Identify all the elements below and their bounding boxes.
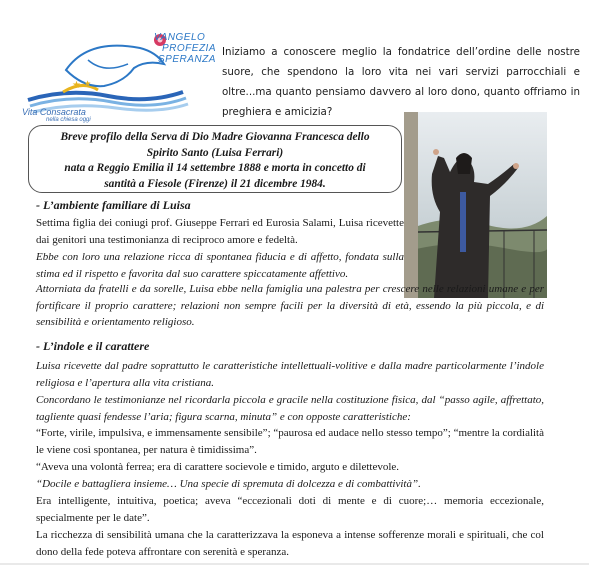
logo-text-chiesa: nella chiesa oggi (46, 117, 91, 123)
character-paragraph-2: Concordano le testimonianze nel ricordarla piccola e gracile nella costituzione fisica, dal “passo agile, affrettato, tagliente quasi fendesse l’aria; figura scarna, minuta” e con opposte caratteristiche: (36, 394, 544, 423)
logo-text-vita-consacrata: Vita Consacrata (22, 107, 86, 117)
svg-text:★: ★ (84, 79, 92, 88)
heading-line-2: Spirito Santo (Luisa Ferrari) (146, 146, 284, 159)
vangelo-profezia-speranza-logo (8, 30, 217, 130)
section-title-character: - L’indole e il carattere (36, 339, 150, 353)
intro-paragraph: Iniziamo a conoscere meglio la fondatrice dell’ordine delle nostre suore, che spendono la loro vita nei vari servizi parrocchiali e oltre...ma quanto pensiamo davvero al loro dono, quanto offriamo in preghiera e amicizia? (222, 46, 580, 118)
nun-photo (404, 112, 547, 298)
family-paragraph-2: Ebbe con loro una relazione ricca di spontanea fiducia e di affetto, fondata sulla stima ed il rispetto e favorita dal suo carattere spiccatamente affettivo. (36, 251, 404, 280)
heading-line-3: nata a Reggio Emilia il 14 settembre 1888 e morta in concetto di (64, 162, 366, 174)
character-paragraph-3: “Forte, virile, impulsiva, e immensamente sensibile”; “paurosa ed audace nello stesso tempo”; “mentre la cordialità le viene così spontanea, per natura è timidissima”. (36, 427, 544, 456)
logo-text-vangelo: VANGELO (154, 32, 206, 43)
family-paragraph-1: Settima figlia dei coniugi prof. Giuseppe Ferrari ed Eurosia Salami, Luisa ricevette dai genitori una testimonianza di reciproco amore e fedeltà. (36, 217, 404, 246)
logo-text-profezia: PROFEZIA (162, 43, 217, 54)
svg-text:★: ★ (72, 80, 81, 91)
character-paragraph-6: Era intelligente, intuitiva, poetica; aveva “eccezionali doti di mente e di cuore;… memoria eccezionale, specialmente per le date”. (36, 495, 544, 524)
heading-line-1: Breve profilo della Serva di Dio Madre Giovanna Francesca dello (60, 131, 370, 143)
profile-heading-box (28, 125, 402, 193)
character-paragraph-4: “Aveva una volontà ferrea; era di carattere socievole e timido, arguto e dilettevole. (36, 461, 400, 473)
character-paragraph-1: Luisa ricevette dal padre soprattutto le caratteristiche intellettuali-volitive e dalla madre particolarmente l’indole religiosa e l’apertura alla vita cristiana. (36, 360, 544, 389)
logo-text-speranza: SPERANZA (158, 54, 216, 65)
character-paragraph-7: La ricchezza di sensibilità umana che la caratterizzava la esponeva a intense sofferenze morali e spirituali, che col dono della fede poteva affrontare con serenità e speranza. (36, 529, 544, 558)
section-title-family: - L’ambiente familiare di Luisa (36, 198, 191, 212)
character-paragraph-5: “Docile e battagliera insieme… Una specie di spremuta di dolcezza e di combattività”. (36, 478, 421, 490)
heading-line-4: santità a Fiesole (Firenze) il 21 dicembre 1984. (104, 177, 326, 190)
family-paragraph-3: Attorniata da fratelli e da sorelle, Luisa ebbe nella famiglia una palestra per crescere nelle relazioni umane e per fortificare il proprio carattere; relazioni non sempre facili per la diversità di età, essendo la più piccola, e di sensibilità e orientamento religioso. (36, 283, 544, 328)
